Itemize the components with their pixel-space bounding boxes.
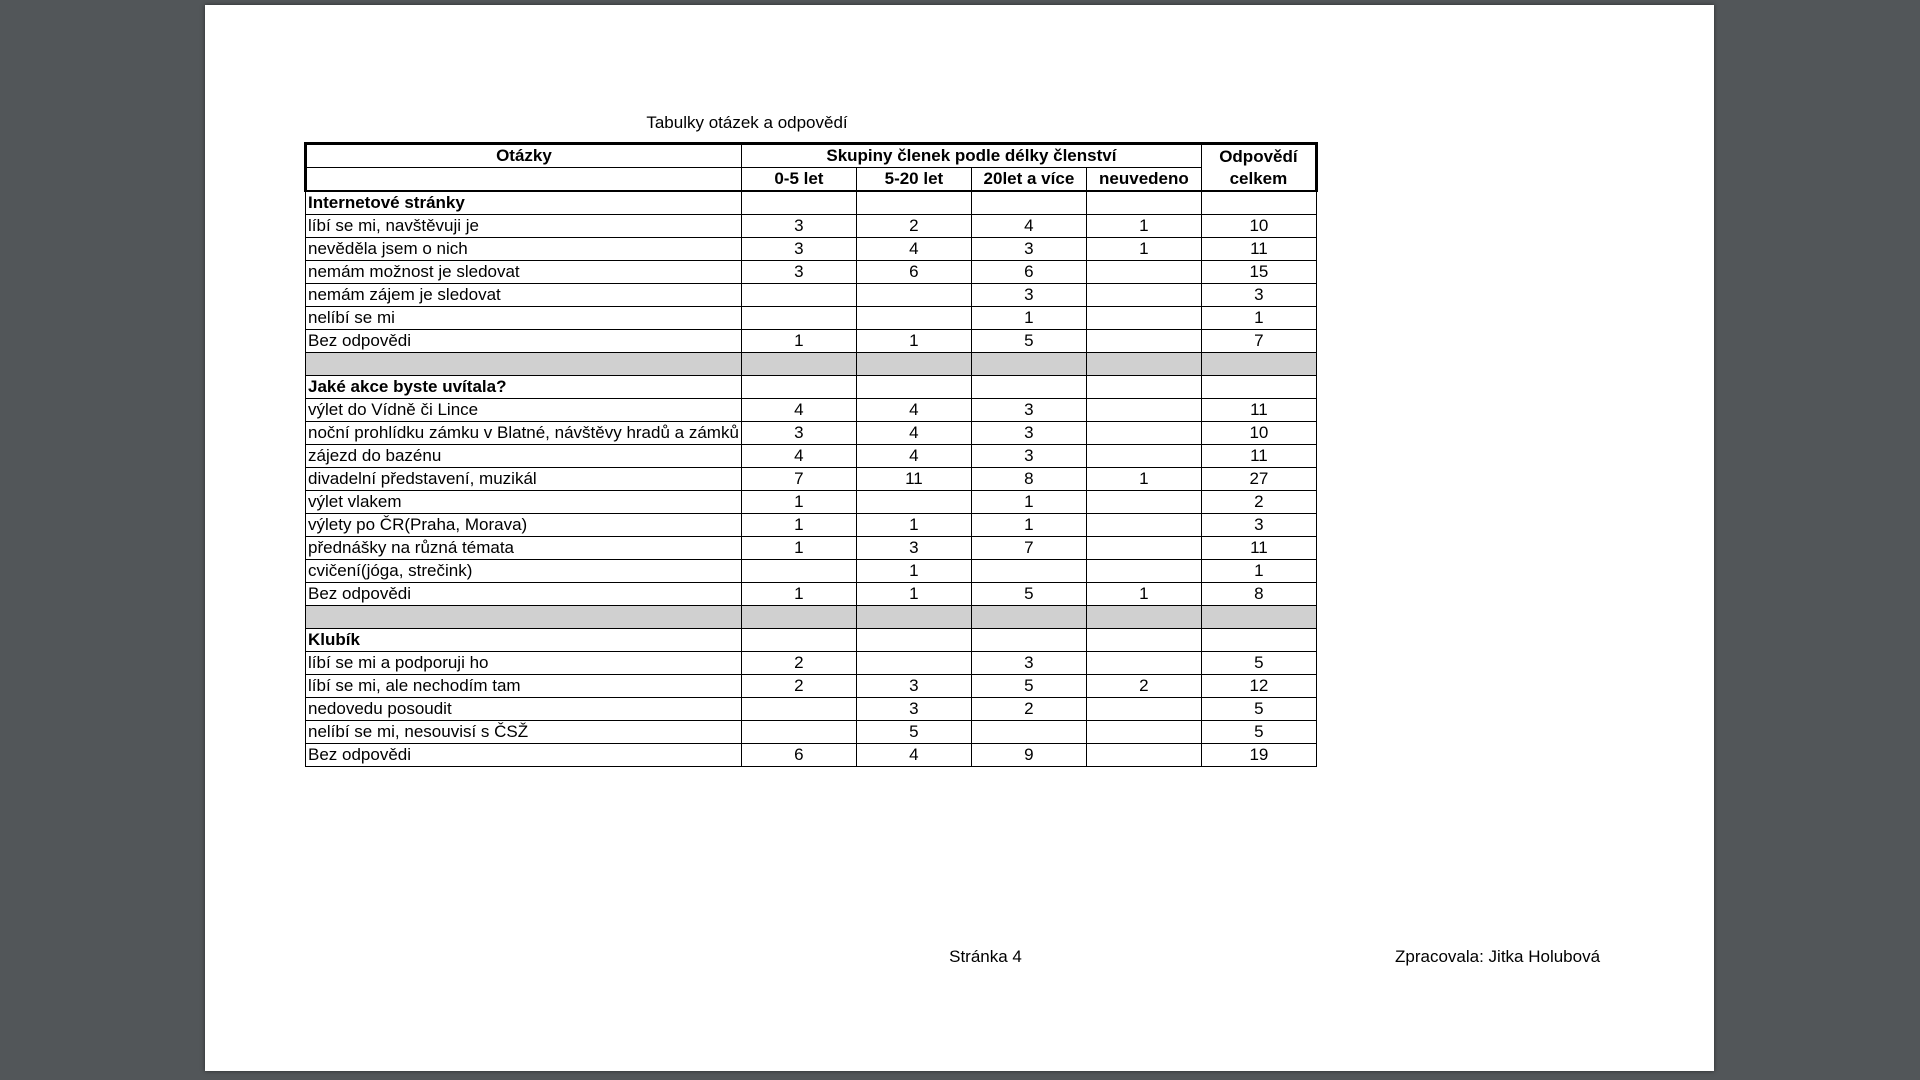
question-cell: nevěděla jsem o nich xyxy=(306,238,742,261)
count-cell: 1 xyxy=(856,330,971,353)
total-cell: 11 xyxy=(1201,238,1316,261)
count-cell: 1 xyxy=(1086,468,1201,491)
count-cell: 3 xyxy=(741,215,856,238)
count-cell xyxy=(1086,307,1201,330)
total-cell: 11 xyxy=(1201,399,1316,422)
table-row xyxy=(306,468,1317,491)
count-cell: 4 xyxy=(856,422,971,445)
table-row xyxy=(306,399,1317,422)
count-cell xyxy=(1086,744,1201,767)
question-cell: zájezd do bazénu xyxy=(306,445,742,468)
count-cell: 1 xyxy=(971,307,1086,330)
count-cell xyxy=(1086,330,1201,353)
count-cell xyxy=(741,560,856,583)
document-title-text: Tabulky otázek a odpovědí xyxy=(646,113,848,132)
table-row xyxy=(306,514,1317,537)
count-cell: 7 xyxy=(971,537,1086,560)
count-cell xyxy=(1086,376,1201,399)
question-cell: nemám zájem je sledovat xyxy=(306,284,742,307)
count-cell: 5 xyxy=(971,675,1086,698)
count-cell xyxy=(971,353,1086,376)
count-cell: 4 xyxy=(741,445,856,468)
total-cell: 3 xyxy=(1201,514,1316,537)
table-row xyxy=(306,652,1317,675)
total-cell: 11 xyxy=(1201,445,1316,468)
question-cell: Bez odpovědi xyxy=(306,330,742,353)
table-subheader-row xyxy=(306,168,1317,192)
count-cell xyxy=(856,284,971,307)
count-cell: 4 xyxy=(971,215,1086,238)
count-cell: 3 xyxy=(971,445,1086,468)
count-cell xyxy=(856,353,971,376)
total-cell xyxy=(1201,606,1316,629)
count-cell: 1 xyxy=(856,560,971,583)
count-cell: 2 xyxy=(1086,675,1201,698)
count-cell xyxy=(1086,284,1201,307)
count-cell: 1 xyxy=(971,491,1086,514)
count-cell: 1 xyxy=(1086,238,1201,261)
count-cell: 3 xyxy=(741,238,856,261)
table-row xyxy=(306,744,1317,767)
table-row xyxy=(306,560,1317,583)
count-cell: 3 xyxy=(856,537,971,560)
count-cell xyxy=(1086,606,1201,629)
count-cell: 1 xyxy=(1086,215,1201,238)
count-cell xyxy=(741,376,856,399)
count-cell: 2 xyxy=(971,698,1086,721)
separator-row xyxy=(306,606,1317,629)
count-cell: 9 xyxy=(971,744,1086,767)
header-total-line2: celkem xyxy=(1229,168,1288,188)
separator-row xyxy=(306,353,1317,376)
count-cell xyxy=(856,652,971,675)
total-cell: 10 xyxy=(1201,422,1316,445)
section-row xyxy=(306,629,1317,652)
count-cell xyxy=(1086,652,1201,675)
count-cell: 6 xyxy=(971,261,1086,284)
question-cell: nemám možnost je sledovat xyxy=(306,261,742,284)
count-cell xyxy=(1086,261,1201,284)
question-cell: výlety po ČR(Praha, Morava) xyxy=(306,514,742,537)
question-cell: nelíbí se mi, nesouvisí s ČSŽ xyxy=(306,721,742,744)
total-cell: 7 xyxy=(1201,330,1316,353)
count-cell: 1 xyxy=(741,491,856,514)
header-col-20plus: 20let a více xyxy=(971,168,1086,192)
count-cell xyxy=(971,721,1086,744)
count-cell xyxy=(856,491,971,514)
count-cell xyxy=(741,629,856,652)
header-total-line1: Odpovědí xyxy=(1219,146,1298,166)
count-cell xyxy=(1086,560,1201,583)
count-cell xyxy=(1086,422,1201,445)
count-cell: 1 xyxy=(856,514,971,537)
document-title xyxy=(205,113,1714,133)
count-cell xyxy=(856,191,971,215)
count-cell: 3 xyxy=(971,399,1086,422)
count-cell xyxy=(741,698,856,721)
count-cell xyxy=(856,629,971,652)
count-cell xyxy=(1086,514,1201,537)
count-cell xyxy=(741,307,856,330)
header-col-unspecified: neuvedeno xyxy=(1086,168,1201,192)
total-cell: 8 xyxy=(1201,583,1316,606)
document-page xyxy=(205,5,1714,1071)
total-cell: 10 xyxy=(1201,215,1316,238)
footer-page-text: Stránka 4 xyxy=(949,947,1022,966)
count-cell: 6 xyxy=(856,261,971,284)
count-cell: 1 xyxy=(741,537,856,560)
count-cell: 4 xyxy=(856,399,971,422)
table-header-row xyxy=(306,144,1317,168)
total-cell: 27 xyxy=(1201,468,1316,491)
count-cell: 11 xyxy=(856,468,971,491)
count-cell xyxy=(971,560,1086,583)
count-cell xyxy=(1086,191,1201,215)
count-cell xyxy=(1086,537,1201,560)
count-cell: 3 xyxy=(971,238,1086,261)
count-cell xyxy=(741,721,856,744)
total-cell xyxy=(1201,376,1316,399)
table-row xyxy=(306,537,1317,560)
table-row xyxy=(306,284,1317,307)
question-cell: přednášky na různá témata xyxy=(306,537,742,560)
count-cell: 1 xyxy=(741,330,856,353)
question-cell: noční prohlídku zámku v Blatné, návštěvy hradů a zámků xyxy=(306,422,742,445)
total-cell xyxy=(1201,353,1316,376)
header-questions: Otázky xyxy=(306,144,742,168)
count-cell: 5 xyxy=(971,583,1086,606)
total-cell: 5 xyxy=(1201,698,1316,721)
table-row xyxy=(306,583,1317,606)
question-cell xyxy=(306,353,742,376)
count-cell xyxy=(1086,629,1201,652)
question-cell: cvičení(jóga, strečink) xyxy=(306,560,742,583)
count-cell xyxy=(741,191,856,215)
questions-answers-table xyxy=(304,142,1318,767)
question-cell: líbí se mi a podporuji ho xyxy=(306,652,742,675)
header-col-0-5: 0-5 let xyxy=(741,168,856,192)
section-title: Jaké akce byste uvítala? xyxy=(306,376,742,399)
question-cell: líbí se mi, navštěvuji je xyxy=(306,215,742,238)
count-cell: 4 xyxy=(856,445,971,468)
header-col-5-20: 5-20 let xyxy=(856,168,971,192)
question-cell: výlet vlakem xyxy=(306,491,742,514)
count-cell xyxy=(741,284,856,307)
table-row xyxy=(306,698,1317,721)
section-row xyxy=(306,191,1317,215)
table-row xyxy=(306,261,1317,284)
question-cell: divadelní představení, muzikál xyxy=(306,468,742,491)
question-cell: Bez odpovědi xyxy=(306,744,742,767)
count-cell xyxy=(856,307,971,330)
total-cell: 1 xyxy=(1201,560,1316,583)
count-cell: 1 xyxy=(741,514,856,537)
table-row xyxy=(306,215,1317,238)
count-cell xyxy=(971,606,1086,629)
total-cell: 11 xyxy=(1201,537,1316,560)
total-cell: 5 xyxy=(1201,652,1316,675)
question-cell: líbí se mi, ale nechodím tam xyxy=(306,675,742,698)
count-cell: 1 xyxy=(856,583,971,606)
question-cell xyxy=(306,606,742,629)
question-cell: Bez odpovědi xyxy=(306,583,742,606)
count-cell: 7 xyxy=(741,468,856,491)
count-cell: 4 xyxy=(856,744,971,767)
count-cell: 1 xyxy=(1086,583,1201,606)
count-cell: 2 xyxy=(741,675,856,698)
total-cell: 19 xyxy=(1201,744,1316,767)
table-row xyxy=(306,307,1317,330)
count-cell xyxy=(1086,399,1201,422)
section-row xyxy=(306,376,1317,399)
table-body xyxy=(306,191,1317,767)
question-cell: nelíbí se mi xyxy=(306,307,742,330)
section-title: Klubík xyxy=(306,629,742,652)
count-cell: 4 xyxy=(741,399,856,422)
question-cell: výlet do Vídně či Lince xyxy=(306,399,742,422)
count-cell: 1 xyxy=(741,583,856,606)
count-cell xyxy=(1086,491,1201,514)
table-row xyxy=(306,330,1317,353)
header-questions-empty xyxy=(306,168,742,192)
count-cell: 2 xyxy=(856,215,971,238)
count-cell: 2 xyxy=(741,652,856,675)
count-cell xyxy=(971,376,1086,399)
count-cell: 8 xyxy=(971,468,1086,491)
total-cell xyxy=(1201,191,1316,215)
table-row xyxy=(306,238,1317,261)
section-title: Internetové stránky xyxy=(306,191,742,215)
total-cell: 1 xyxy=(1201,307,1316,330)
total-cell: 15 xyxy=(1201,261,1316,284)
count-cell xyxy=(856,606,971,629)
total-cell: 5 xyxy=(1201,721,1316,744)
count-cell: 3 xyxy=(741,261,856,284)
count-cell: 3 xyxy=(971,284,1086,307)
count-cell: 5 xyxy=(856,721,971,744)
total-cell xyxy=(1201,629,1316,652)
count-cell xyxy=(971,191,1086,215)
count-cell xyxy=(1086,721,1201,744)
table-row xyxy=(306,422,1317,445)
count-cell: 3 xyxy=(856,675,971,698)
total-cell: 2 xyxy=(1201,491,1316,514)
count-cell xyxy=(856,376,971,399)
table-row xyxy=(306,491,1317,514)
header-total xyxy=(1201,144,1316,192)
footer-author: Zpracovala: Jitka Holubová xyxy=(1395,947,1601,966)
count-cell: 3 xyxy=(971,422,1086,445)
table-row xyxy=(306,675,1317,698)
total-cell: 3 xyxy=(1201,284,1316,307)
table-row xyxy=(306,721,1317,744)
count-cell: 3 xyxy=(971,652,1086,675)
count-cell xyxy=(1086,445,1201,468)
count-cell xyxy=(741,606,856,629)
header-groups: Skupiny členek podle délky členství xyxy=(741,144,1201,168)
count-cell: 4 xyxy=(856,238,971,261)
count-cell: 3 xyxy=(856,698,971,721)
count-cell xyxy=(971,629,1086,652)
count-cell xyxy=(1086,698,1201,721)
count-cell: 6 xyxy=(741,744,856,767)
count-cell: 1 xyxy=(971,514,1086,537)
table-row xyxy=(306,445,1317,468)
count-cell xyxy=(1086,353,1201,376)
total-cell: 12 xyxy=(1201,675,1316,698)
question-cell: nedovedu posoudit xyxy=(306,698,742,721)
count-cell: 5 xyxy=(971,330,1086,353)
count-cell: 3 xyxy=(741,422,856,445)
count-cell xyxy=(741,353,856,376)
